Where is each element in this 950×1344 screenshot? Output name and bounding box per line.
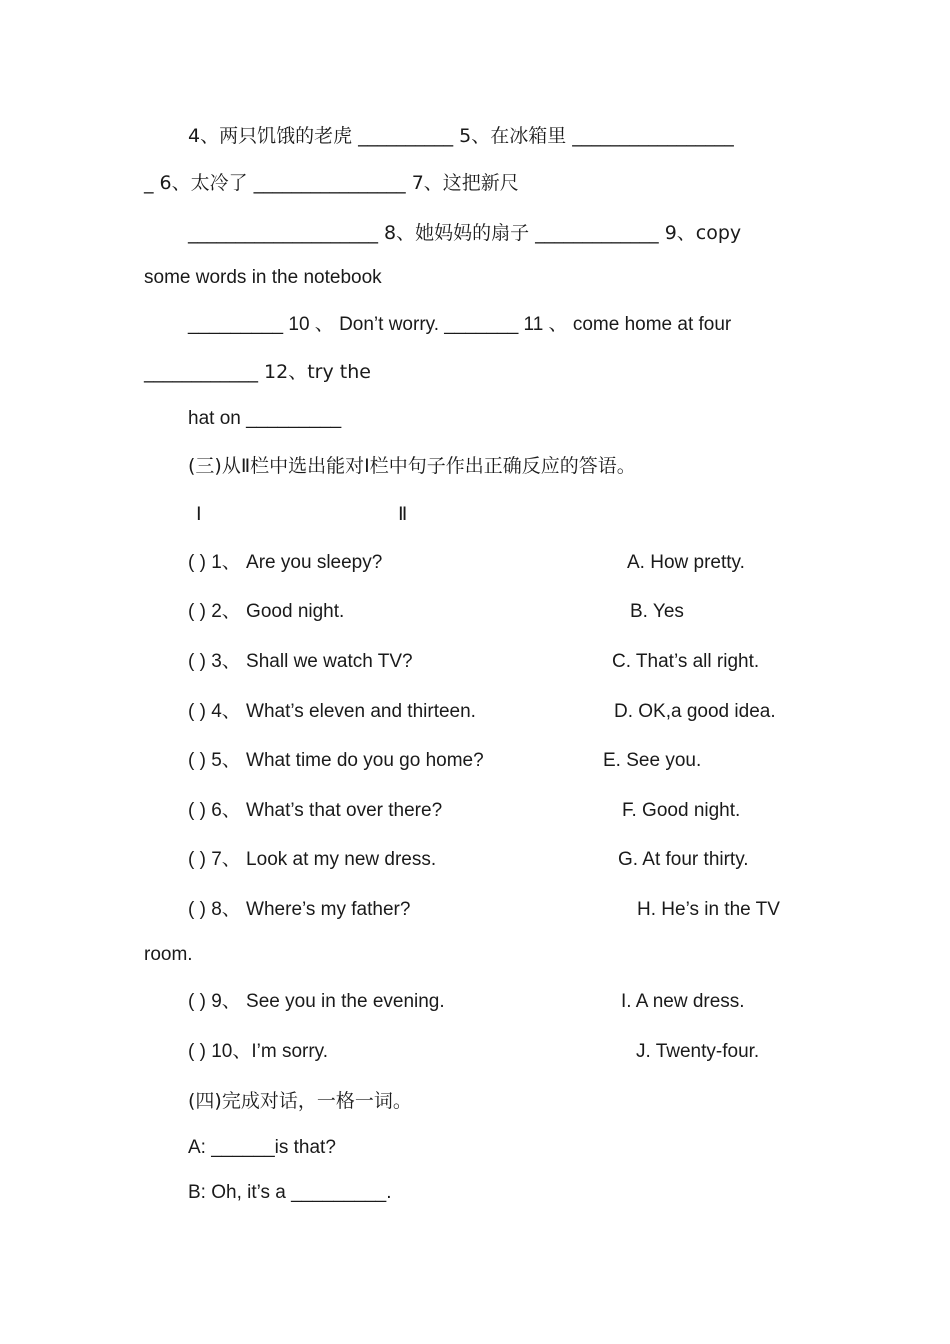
question-5: ( ) 5、 What time do you go home? [188,750,484,771]
question-8: ( ) 8、 Where’s my father? [188,899,411,920]
phrase-line-8-9: ____________________ 8、她妈妈的扇子 _____________ 9、copy [188,222,742,244]
question-2: ( ) 2、 Good night. [188,601,345,622]
answer-j: J. Twenty-four. [636,1041,760,1062]
column-1-label: Ⅰ [196,504,202,525]
question-1: ( ) 1、 Are you sleepy? [188,552,383,573]
question-7: ( ) 7、 Look at my new dress. [188,849,437,870]
answer-f: F. Good night. [622,800,741,821]
question-4: ( ) 4、 What’s eleven and thirteen. [188,701,476,722]
answer-i: I. A new dress. [621,991,745,1012]
dialogue-line-b: B: Oh, it’s a _________. [188,1182,392,1203]
question-10: ( ) 10、I’m sorry. [188,1041,329,1062]
answer-b: B. Yes [630,601,684,622]
column-2-label: Ⅱ [398,504,408,525]
phrase-line-12-cont: hat on _________ [188,408,342,429]
dialogue-line-a: A: ______is that? [188,1137,336,1158]
phrase-line-9-cont: some words in the notebook [144,267,382,288]
answer-d: D. OK,a good idea. [614,701,776,722]
phrase-line-4-5: 4、两只饥饿的老虎 __________ 5、在冰箱里 _________________ [188,125,734,147]
answer-a: A. How pretty. [627,552,745,573]
answer-e: E. See you. [603,750,702,771]
answer-h-cont: room. [144,944,193,965]
phrase-line-12: ____________ 12、try the [144,361,371,383]
phrase-line-6-7: _ 6、太冷了 ________________ 7、这把新尺 [144,172,519,194]
section-4-heading: (四)完成对话，一格一词。 [188,1090,412,1112]
answer-g: G. At four thirty. [618,849,749,870]
section-3-heading: (三)从Ⅱ栏中选出能对Ⅰ栏中句子作出正确反应的答语。 [188,455,636,477]
question-3: ( ) 3、 Shall we watch TV? [188,651,413,672]
question-9: ( ) 9、 See you in the evening. [188,991,445,1012]
phrase-line-10-11: _________ 10 、 Don’t worry. _______ 11 、 come home at four [188,314,732,335]
question-6: ( ) 6、 What’s that over there? [188,800,443,821]
answer-h: H. He’s in the TV [637,899,780,920]
answer-c: C. That’s all right. [612,651,760,672]
